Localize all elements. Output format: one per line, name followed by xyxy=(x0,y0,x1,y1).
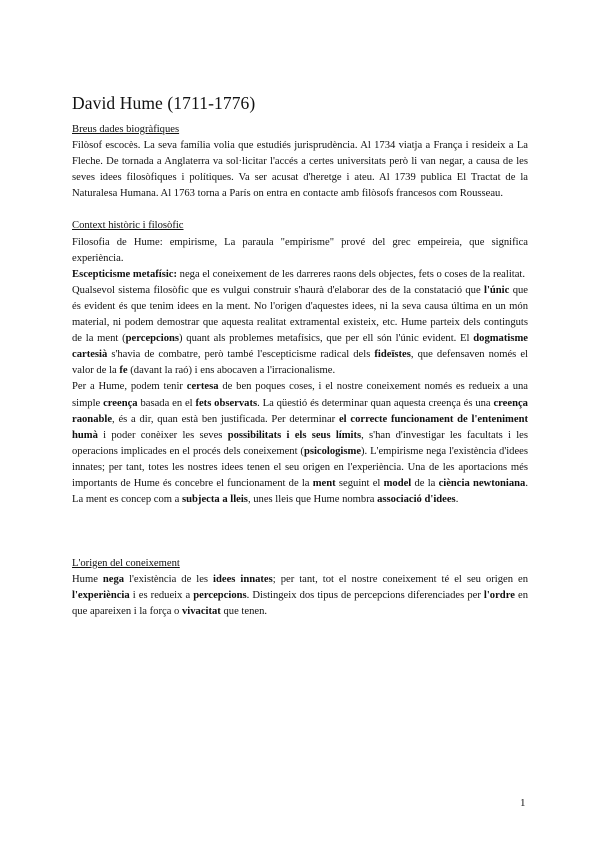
bold-term: idees innates xyxy=(213,574,273,586)
text-run: . Distingeix dos tipus de percepcions diferenciades per xyxy=(246,590,484,602)
bold-term: l'experiència xyxy=(72,590,130,602)
text-run: seguint el xyxy=(335,477,384,489)
bold-term: creença raonable xyxy=(72,397,528,425)
bold-term: percepcions xyxy=(125,333,180,345)
text-run: , que defensaven només el valor de la xyxy=(72,349,528,377)
bold-term: creença xyxy=(103,397,138,409)
text-run: basada en el xyxy=(137,397,196,409)
section-origin xyxy=(72,556,528,620)
bold-term: fideïstes xyxy=(374,349,411,361)
bold-term: l'únic xyxy=(484,284,510,296)
text-run: , unes lleis que Hume nombra xyxy=(247,494,378,506)
text-run: de ben poques coses, i el nostre coneixement només es redueix a una simple xyxy=(72,381,528,409)
bold-term: ment xyxy=(312,477,336,489)
text-run: de la xyxy=(411,477,439,489)
paragraph xyxy=(72,138,528,202)
text-run: Hume xyxy=(72,574,103,586)
paragraph xyxy=(72,235,528,267)
section-heading: Breus dades biogràfiques xyxy=(72,124,180,135)
text-run: . La ment es concep com a xyxy=(72,477,529,506)
page-number: 1 xyxy=(520,797,526,809)
text-run: . La qüestió és determinar quan aquesta creença és una xyxy=(257,397,494,409)
document-content xyxy=(72,92,528,621)
bold-term: subjecta a lleis xyxy=(182,494,248,506)
text-run: l'existència de les xyxy=(124,574,214,586)
text-run: Filosofia de Hume: empirisme, La paraula "empirisme" prové del grec empeireia, que significa experiència. xyxy=(72,236,528,264)
bold-term: el correcte funcionament de l'enteniment humà xyxy=(72,413,528,441)
text-run: ) quant als problemes metafísics, que per ell són l'únic evident. El xyxy=(179,333,474,345)
bold-term: percepcions xyxy=(193,590,247,602)
bold-term: fets observats xyxy=(195,397,258,409)
text-run: en que apareixen i la força o xyxy=(72,590,528,618)
bold-term: fe xyxy=(119,365,128,377)
text-run: ). L'empirisme nega l'existència d'idees innates; per tant, totes les nostres idees tenen el seu origen en l'experiència. Una de les aportacions més importants de Hume és concebre el funcionament de la xyxy=(72,445,528,489)
paragraph xyxy=(72,572,528,620)
text-run: . xyxy=(455,494,459,506)
bold-term: vivacitat xyxy=(182,606,221,618)
section-heading: Context històric i filosòfic xyxy=(72,220,184,232)
bold-term: possibilitats i els seus límits xyxy=(227,429,362,441)
section-context xyxy=(72,218,528,508)
text-run: , s'han d'investigar les facultats i les operacions implicades en el procés dels coneixement ( xyxy=(72,429,528,457)
text-run: Per a Hume, podem tenir xyxy=(72,381,187,393)
text-run: , és a dir, quan està ben justificada. Per determinar xyxy=(112,413,339,425)
bold-term: nega xyxy=(102,574,125,586)
text-run: i poder conèixer les seves xyxy=(97,429,228,441)
text-run: que tenen. xyxy=(220,606,268,618)
text-run: Filòsof escocès. La seva família volia que estudiés jurisprudència. Al 1734 viatja a França i resideix a La Fleche. De tornada a Anglaterra va sol·licitar l'accés a certes universitats però li van negar, a causa de les seves idees filosòfiques i polítiques. Va ser acusat d'heretge i ateu. Al 1739 publica El Tractat de la Naturalesa Humana. Al 1763 torna a París on entra en contacte amb filòsofs francesos com Rousseau. xyxy=(72,140,528,200)
section-heading: L'origen del coneixement xyxy=(72,558,180,570)
text-run: nega el coneixement de les darreres raons dels objectes, fets o coses de la realitat. xyxy=(177,268,526,280)
paragraph xyxy=(72,283,528,380)
paragraph xyxy=(72,267,528,283)
bold-term: dogmatisme cartesià xyxy=(72,333,528,361)
bold-term: ciència newtoniana xyxy=(438,477,526,489)
bold-term: Escepticisme metafísic: xyxy=(72,268,178,280)
bold-term: model xyxy=(383,477,412,489)
section-biography xyxy=(72,122,528,202)
text-run: (davant la raó) i ens abocaven a l'irracionalisme. xyxy=(127,365,336,377)
bold-term: certesa xyxy=(186,381,219,393)
text-run: que és evident és que tenim idees en la ment. No l'origen d'aquestes idees, ni la seva causa última en un món material, ni podem demostrar que aquesta realitat extramental existeix, etc. Hume parteix dels continguts de la ment ( xyxy=(72,284,528,345)
bold-term: psicologisme xyxy=(303,445,362,457)
paragraph xyxy=(72,379,528,508)
text-run: i es redueix a xyxy=(129,590,194,602)
text-run: s'havia de combatre, però també l'escepticisme radical dels xyxy=(107,349,375,361)
bold-term: associació d'idees xyxy=(377,494,456,506)
text-run: ; per tant, tot el nostre coneixement té el seu origen en xyxy=(272,574,528,586)
bold-term: l'ordre xyxy=(483,590,515,602)
page-title: David Hume (1711-1776) xyxy=(72,93,256,113)
text-run: Qualsevol sistema filosòfic que es vulgui construir s'haurà d'elaborar des de la constatació que xyxy=(72,284,485,296)
